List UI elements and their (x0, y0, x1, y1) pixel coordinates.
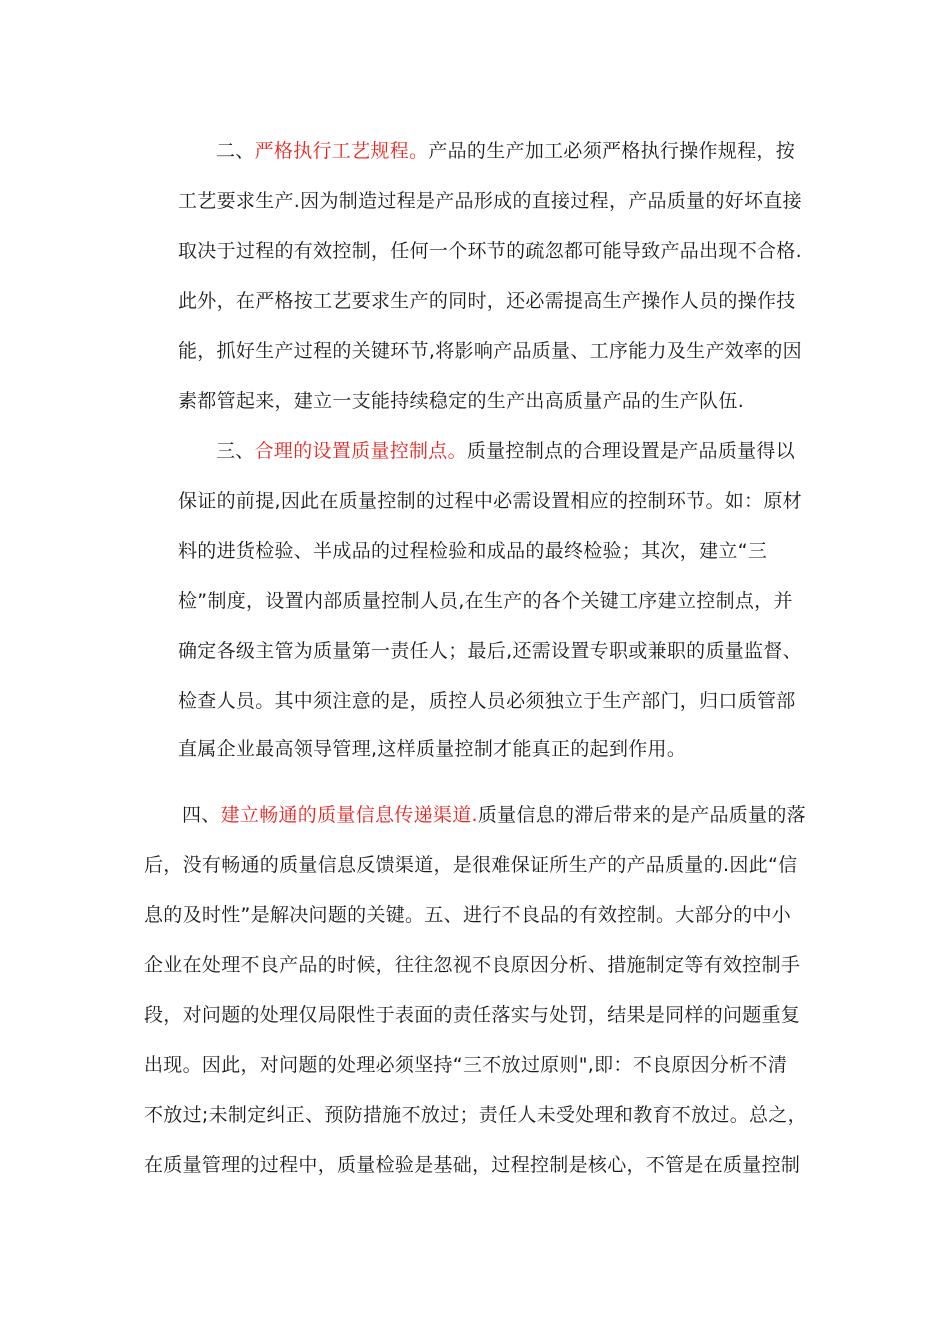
paragraph-line: 能，抓好生产过程的关键环节,将影响产品质量、工序能力及生产效率的因 (178, 340, 802, 362)
paragraph-line: 保证的前提,因此在质量控制的过程中必需设置相应的控制环节。如：原材 (178, 490, 802, 512)
paragraph-line: 直属企业最高领导管理,这样质量控制才能真正的起到作用。 (178, 738, 687, 760)
paragraph-line: 检”制度，设置内部质量控制人员,在生产的各个关键工序建立控制点，并 (178, 590, 793, 612)
paragraph-line: 段，对问题的处理仅局限性于表面的责任落实与处罚，结果是同样的问题重复 (144, 1004, 801, 1026)
paragraph-line (178, 436, 808, 466)
paragraph-line: 料的进货检验、半成品的过程检验和成品的最终检验；其次，建立“三 (178, 540, 768, 562)
section-heading: 合理的设置质量控制点。 (254, 440, 467, 462)
paragraph-line: 此外，在严格按工艺要求生产的同时，还必需提高生产操作人员的操作技 (178, 290, 796, 312)
paragraph-line: 检查人员。其中须注意的是，质控人员必须独立于生产部门，归口质管部 (178, 690, 796, 712)
section-number: 三、 (216, 440, 255, 462)
paragraph-line: 在质量管理的过程中，质量检验是基础，过程控制是核心，不管是在质量控制 (144, 1154, 801, 1176)
paragraph-line: 确定各级主管为质量第一责任人；最后,还需设置专职或兼职的质量监督、 (178, 640, 802, 662)
paragraph-text: 质量控制点的合理设置是产品质量得以 (466, 440, 796, 462)
paragraph-line (144, 800, 809, 830)
paragraph-line: 取决于过程的有效控制，任何一个环节的疏忽都可能导致产品出现不合格. (178, 240, 802, 262)
paragraph-text: 质量信息的滞后带来的是产品质量的落 (477, 804, 806, 826)
paragraph-line: 企业在处理不良产品的时候，往往忽视不良原因分析、措施制定等有效控制手 (144, 954, 801, 976)
paragraph-line: 工艺要求生产.因为制造过程是产品形成的直接过程，产品质量的好坏直接 (178, 190, 802, 212)
section-number: 二、 (216, 140, 255, 162)
section-heading: 建立畅通的质量信息传递渠道. (220, 804, 478, 826)
paragraph-line (178, 136, 808, 166)
paragraph-line: 不放过;未制定纠正、预防措施不放过；责任人未受处理和教育不放过。总之， (144, 1104, 807, 1126)
paragraph-line: 出现。因此，对问题的处理必须坚持“三不放过原则",即：不良原因分析不清 (144, 1054, 788, 1076)
paragraph-line: 息的及时性”是解决问题的关键。五、进行不良品的有效控制。大部分的中小 (144, 904, 792, 926)
paragraph-text: 产品的生产加工必须严格执行操作规程，按 (428, 140, 796, 162)
section-number: 四、 (182, 804, 221, 826)
paragraph-line: 素都管起来，建立一支能持续稳定的生产出高质量产品的生产队伍. (178, 390, 745, 412)
section-heading: 严格执行工艺规程。 (254, 140, 429, 162)
paragraph-line: 后，没有畅通的质量信息反馈渠道，是很难保证所生产的产品质量的.因此“信 (144, 854, 798, 876)
